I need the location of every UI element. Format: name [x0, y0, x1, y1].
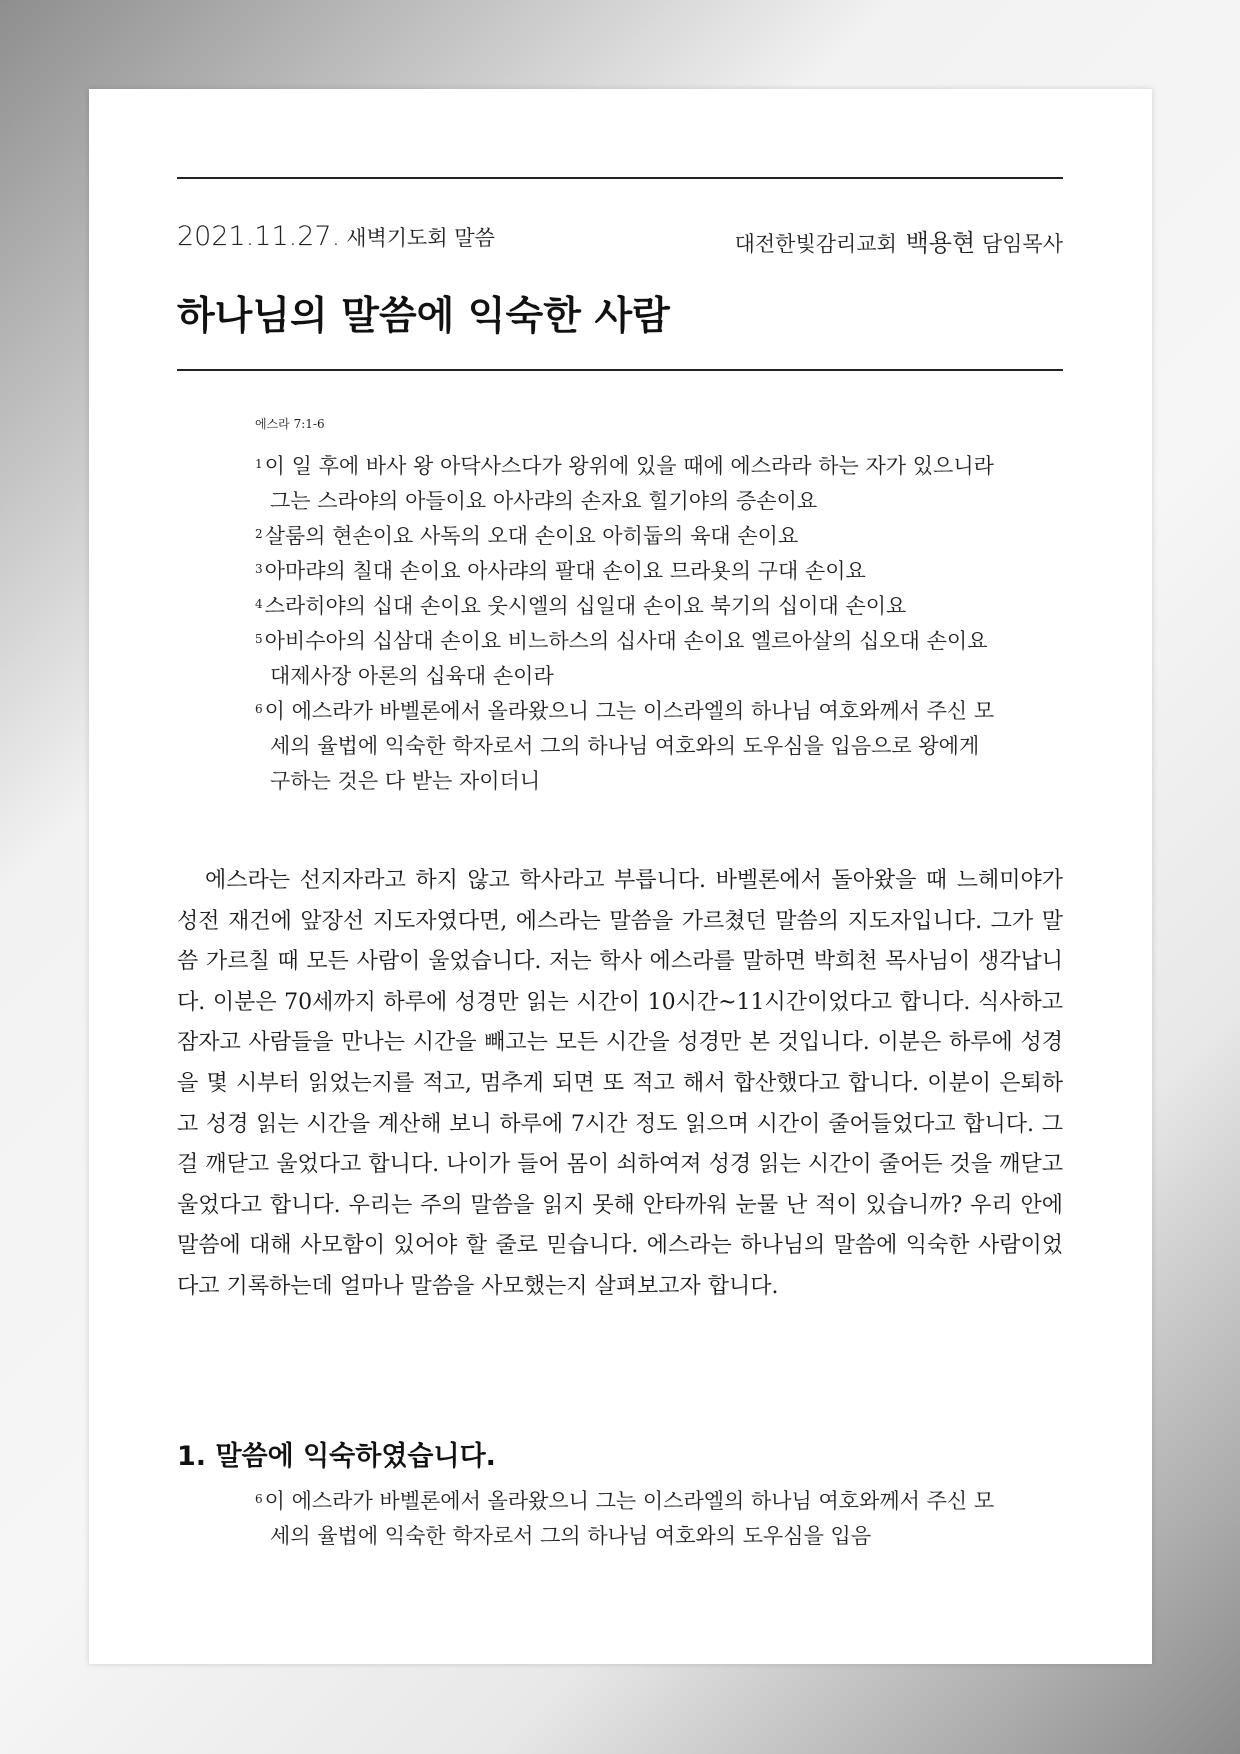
verse-text: 스라히야의 십대 손이요 웃시엘의 십일대 손이요 북기의 십이대 손이요 — [264, 594, 907, 618]
top-rule — [177, 177, 1063, 179]
verse — [255, 449, 995, 519]
verse-text: 아비수아의 십삼대 손이요 비느하스의 십사대 손이요 엘르아살의 십오대 손이요 대제사장 아론의 십육대 손이라 — [264, 629, 988, 688]
section-scripture-block — [255, 1484, 995, 1554]
verse — [255, 519, 995, 554]
church-info — [735, 223, 1063, 258]
verse-text: 이 에스라가 바벨론에서 올라왔으니 그는 이스라엘의 하나님 여호와께서 주신 모세의 율법에 익숙한 학자로서 그의 하나님 여호와의 도우심을 입음으로 왕에게 구하는 것은 다 받는 자이더니 — [264, 699, 995, 793]
pastor-title: 담임목사 — [981, 232, 1063, 256]
verse — [255, 1484, 995, 1554]
verse-text: 아마랴의 칠대 손이요 아사랴의 팔대 손이요 므라욧의 구대 손이요 — [264, 559, 866, 583]
scripture-reference: 에스라 7:1-6 — [255, 417, 325, 431]
verse — [255, 589, 995, 624]
verse — [255, 694, 995, 799]
verse-number: 1 — [255, 457, 263, 471]
service-name: 새벽기도회 말씀 — [346, 226, 495, 250]
sermon-date: 2021.11.27. — [177, 221, 341, 252]
verse-text: 살룸의 현손이요 사독의 오대 손이요 아히둡의 육대 손이요 — [264, 524, 799, 548]
document-page — [89, 89, 1152, 1664]
church-name: 대전한빛감리교회 — [734, 232, 897, 256]
verse — [255, 554, 995, 589]
verse-number: 6 — [255, 1492, 263, 1506]
section-heading: 1. 말씀에 익숙하였습니다. — [177, 1441, 496, 1472]
verse-number: 5 — [255, 632, 263, 646]
verse — [255, 624, 995, 694]
bottom-rule — [177, 369, 1063, 371]
pastor-name: 백용현 — [905, 229, 976, 257]
verse-number: 2 — [255, 527, 263, 541]
verse-number: 4 — [255, 597, 263, 611]
sermon-title: 하나님의 말씀에 익숙한 사람 — [177, 294, 670, 339]
sermon-meta — [177, 221, 1063, 255]
sermon-body-paragraph: 에스라는 선지자라고 하지 않고 학사라고 부릅니다. 바벨론에서 돌아왔을 때 느헤미야가 성전 재건에 앞장선 지도자였다면, 에스라는 말씀을 가르쳤던 말씀의 지도자입니다. 그가 말씀 가르칠 때 모든 사람이 울었습니다. 저는 학사 에스라를 말하면 박희천 목사님이 생각납니다. 이분은 70세까지 하루에 성경만 읽는 시간이 10시간~11시간이었다고 합니다. 식사하고 잠자고 사람들을 만나는 시간을 빼고는 모든 시간을 성경만 본 것입니다. 이분은 하루에 성경을 몇 시부터 읽었는지를 적고, 멈추게 되면 또 적고 해서 합산했다고 합니다. 이분이 은퇴하고 성경 읽는 시간을 계산해 보니 하루에 7시간 정도 읽으며 시간이 줄어들었다고 합니다. 그걸 깨닫고 울었다고 합니다. 나이가 들어 몸이 쇠하여져 성경 읽는 시간이 줄어든 것을 깨닫고 울었다고 합니다. 우리는 주의 말씀을 읽지 못해 안타까워 눈물 난 적이 있습니까? 우리 안에 말씀에 대해 사모함이 있어야 할 줄로 믿습니다. 에스라는 하나님의 말씀에 익숙한 사람이었다고 기록하는데 얼마나 말씀을 사모했는지 살펴보고자 합니다. — [177, 868, 1063, 1299]
verse-text: 이 에스라가 바벨론에서 올라왔으니 그는 이스라엘의 하나님 여호와께서 주신 모세의 율법에 익숙한 학자로서 그의 하나님 여호와의 도우심을 입음 — [264, 1489, 995, 1548]
verse-text: 이 일 후에 바사 왕 아닥사스다가 왕위에 있을 때에 에스라라 하는 자가 있으니라 그는 스라야의 아들이요 아사랴의 손자요 힐기야의 증손이요 — [264, 454, 994, 513]
verse-number: 6 — [255, 702, 263, 716]
sermon-date-line — [177, 221, 495, 252]
verse-number: 3 — [255, 562, 263, 576]
scripture-block — [255, 415, 995, 799]
